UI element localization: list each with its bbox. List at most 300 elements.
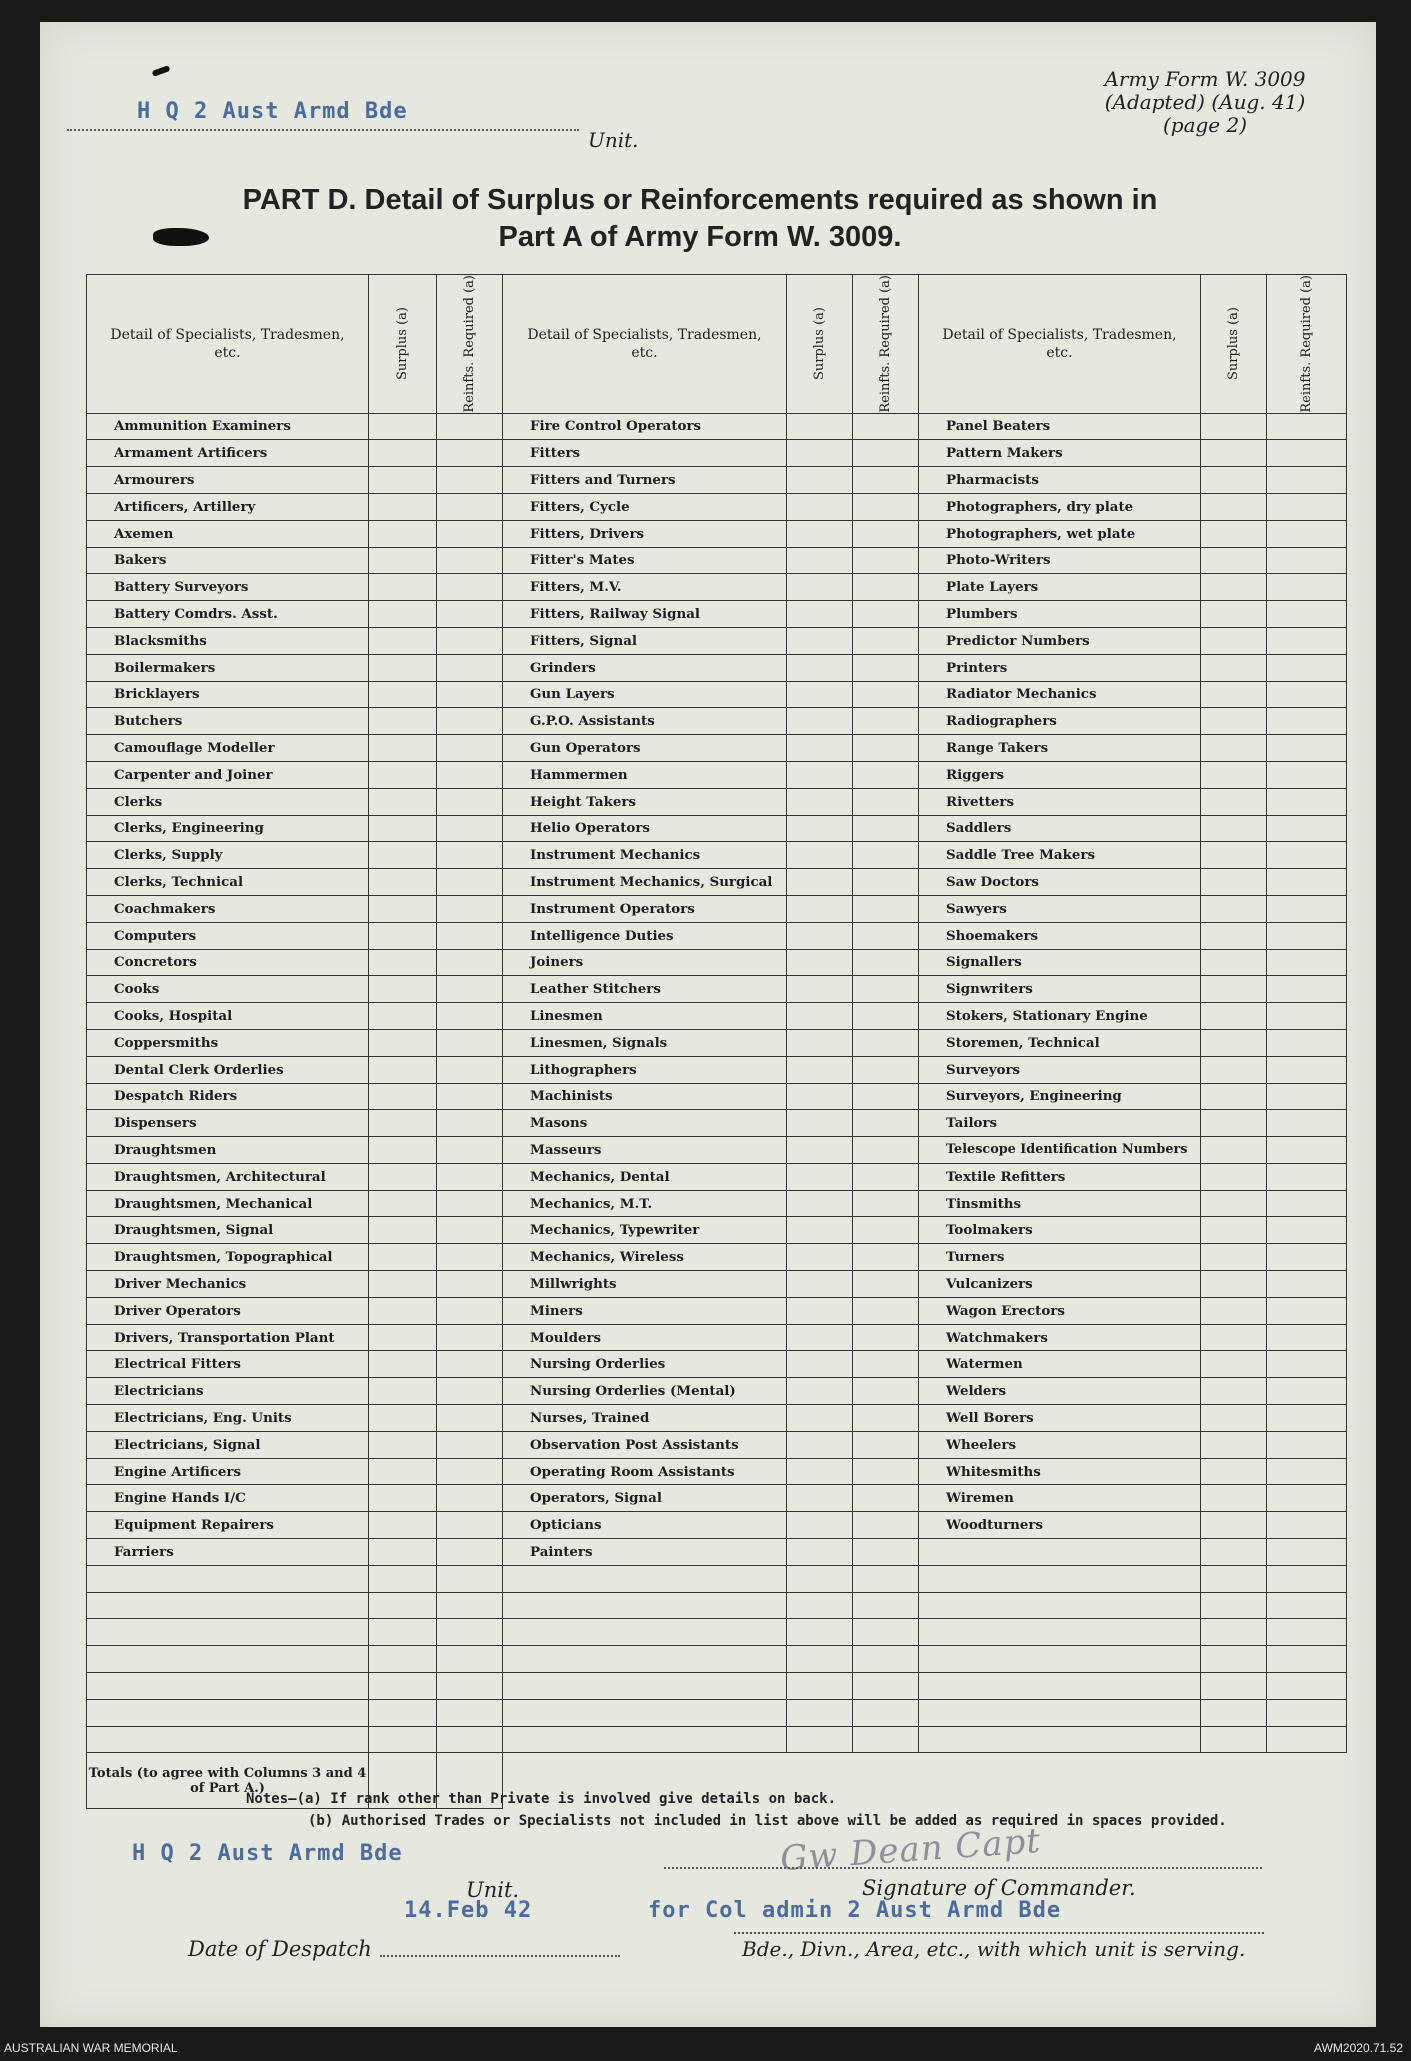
reinfts-cell[interactable] [1267, 1083, 1347, 1110]
surplus-cell[interactable] [1201, 601, 1267, 628]
surplus-cell[interactable] [1201, 654, 1267, 681]
surplus-cell[interactable] [1201, 922, 1267, 949]
reinfts-cell[interactable] [853, 815, 919, 842]
blank-cell[interactable] [87, 1646, 369, 1673]
reinfts-cell[interactable] [437, 842, 503, 869]
surplus-cell[interactable] [369, 1244, 437, 1271]
blank-cell[interactable] [1267, 1619, 1347, 1646]
blank-cell[interactable] [1267, 1699, 1347, 1726]
reinfts-cell[interactable] [437, 976, 503, 1003]
surplus-cell[interactable] [787, 1512, 853, 1539]
reinfts-cell[interactable] [853, 440, 919, 467]
blank-cell[interactable] [369, 1699, 437, 1726]
reinfts-cell[interactable] [853, 1458, 919, 1485]
surplus-cell[interactable] [1201, 1271, 1267, 1298]
surplus-cell[interactable] [1201, 1378, 1267, 1405]
surplus-cell[interactable] [369, 1431, 437, 1458]
surplus-cell[interactable] [1201, 869, 1267, 896]
reinfts-cell[interactable] [853, 1485, 919, 1512]
surplus-cell[interactable] [369, 1405, 437, 1432]
reinfts-cell[interactable] [853, 1163, 919, 1190]
reinfts-cell[interactable] [1267, 708, 1347, 735]
blank-cell[interactable] [787, 1646, 853, 1673]
reinfts-cell[interactable] [1267, 601, 1347, 628]
reinfts-cell[interactable] [853, 922, 919, 949]
surplus-cell[interactable] [787, 654, 853, 681]
surplus-cell[interactable] [787, 708, 853, 735]
reinfts-cell[interactable] [437, 761, 503, 788]
surplus-cell[interactable] [1201, 493, 1267, 520]
surplus-cell[interactable] [1201, 735, 1267, 762]
surplus-cell[interactable] [369, 627, 437, 654]
surplus-cell[interactable] [787, 1056, 853, 1083]
blank-cell[interactable] [87, 1592, 369, 1619]
surplus-cell[interactable] [1201, 815, 1267, 842]
surplus-cell[interactable] [369, 842, 437, 869]
reinfts-cell[interactable] [853, 735, 919, 762]
reinfts-cell[interactable] [1267, 1512, 1347, 1539]
reinfts-cell[interactable] [1267, 895, 1347, 922]
surplus-cell[interactable] [369, 413, 437, 440]
surplus-cell[interactable] [1201, 1163, 1267, 1190]
blank-cell[interactable] [853, 1592, 919, 1619]
blank-cell[interactable] [437, 1646, 503, 1673]
surplus-cell[interactable] [1201, 949, 1267, 976]
surplus-cell[interactable] [1201, 440, 1267, 467]
reinfts-cell[interactable] [853, 1217, 919, 1244]
blank-cell[interactable] [437, 1699, 503, 1726]
blank-cell[interactable] [853, 1565, 919, 1592]
blank-cell[interactable] [503, 1699, 787, 1726]
blank-cell[interactable] [853, 1673, 919, 1700]
surplus-cell[interactable] [1201, 1029, 1267, 1056]
reinfts-cell[interactable] [1267, 574, 1347, 601]
surplus-cell[interactable] [369, 1056, 437, 1083]
blank-cell[interactable] [503, 1619, 787, 1646]
surplus-cell[interactable] [787, 1003, 853, 1030]
surplus-cell[interactable] [787, 467, 853, 494]
surplus-cell[interactable] [369, 922, 437, 949]
surplus-cell[interactable] [369, 493, 437, 520]
blank-cell[interactable] [503, 1673, 787, 1700]
blank-cell[interactable] [1201, 1646, 1267, 1673]
surplus-cell[interactable] [369, 1351, 437, 1378]
reinfts-cell[interactable] [1267, 654, 1347, 681]
reinfts-cell[interactable] [1267, 1297, 1347, 1324]
surplus-cell[interactable] [787, 1378, 853, 1405]
surplus-cell[interactable] [1201, 467, 1267, 494]
surplus-cell[interactable] [787, 520, 853, 547]
reinfts-cell[interactable] [853, 1431, 919, 1458]
surplus-cell[interactable] [369, 708, 437, 735]
blank-cell[interactable] [1267, 1565, 1347, 1592]
blank-cell[interactable] [853, 1726, 919, 1753]
blank-cell[interactable] [369, 1619, 437, 1646]
reinfts-cell[interactable] [437, 1110, 503, 1137]
surplus-cell[interactable] [369, 895, 437, 922]
reinfts-cell[interactable] [853, 413, 919, 440]
reinfts-cell[interactable] [853, 627, 919, 654]
reinfts-cell[interactable] [1267, 627, 1347, 654]
reinfts-cell[interactable] [853, 708, 919, 735]
reinfts-cell[interactable] [437, 1217, 503, 1244]
reinfts-cell[interactable] [437, 1324, 503, 1351]
reinfts-cell[interactable] [437, 1512, 503, 1539]
surplus-cell[interactable] [787, 761, 853, 788]
reinfts-cell[interactable] [1267, 976, 1347, 1003]
surplus-cell[interactable] [369, 1217, 437, 1244]
reinfts-cell[interactable] [853, 949, 919, 976]
reinfts-cell[interactable] [1267, 520, 1347, 547]
reinfts-cell[interactable] [437, 788, 503, 815]
surplus-cell[interactable] [787, 922, 853, 949]
surplus-cell[interactable] [787, 1351, 853, 1378]
reinfts-cell[interactable] [853, 842, 919, 869]
surplus-cell[interactable] [1201, 574, 1267, 601]
surplus-cell[interactable] [1201, 1539, 1267, 1566]
reinfts-cell[interactable] [1267, 788, 1347, 815]
blank-cell[interactable] [87, 1699, 369, 1726]
surplus-cell[interactable] [787, 1217, 853, 1244]
surplus-cell[interactable] [787, 1083, 853, 1110]
blank-cell[interactable] [369, 1726, 437, 1753]
surplus-cell[interactable] [787, 574, 853, 601]
reinfts-cell[interactable] [437, 413, 503, 440]
surplus-cell[interactable] [369, 574, 437, 601]
blank-cell[interactable] [437, 1592, 503, 1619]
blank-cell[interactable] [787, 1726, 853, 1753]
blank-cell[interactable] [919, 1673, 1201, 1700]
surplus-cell[interactable] [787, 976, 853, 1003]
reinfts-cell[interactable] [437, 1539, 503, 1566]
reinfts-cell[interactable] [853, 1003, 919, 1030]
reinfts-cell[interactable] [1267, 1485, 1347, 1512]
reinfts-cell[interactable] [1267, 949, 1347, 976]
blank-cell[interactable] [437, 1726, 503, 1753]
reinfts-cell[interactable] [437, 815, 503, 842]
surplus-cell[interactable] [1201, 1137, 1267, 1164]
reinfts-cell[interactable] [1267, 1029, 1347, 1056]
surplus-cell[interactable] [369, 815, 437, 842]
surplus-cell[interactable] [787, 1137, 853, 1164]
surplus-cell[interactable] [787, 440, 853, 467]
blank-cell[interactable] [1267, 1726, 1347, 1753]
reinfts-cell[interactable] [437, 1297, 503, 1324]
surplus-cell[interactable] [369, 1378, 437, 1405]
reinfts-cell[interactable] [437, 1163, 503, 1190]
reinfts-cell[interactable] [437, 1458, 503, 1485]
reinfts-cell[interactable] [437, 1056, 503, 1083]
reinfts-cell[interactable] [853, 574, 919, 601]
surplus-cell[interactable] [1201, 895, 1267, 922]
blank-cell[interactable] [787, 1673, 853, 1700]
surplus-cell[interactable] [787, 949, 853, 976]
blank-cell[interactable] [437, 1673, 503, 1700]
reinfts-cell[interactable] [1267, 922, 1347, 949]
blank-cell[interactable] [1267, 1646, 1347, 1673]
surplus-cell[interactable] [1201, 1297, 1267, 1324]
reinfts-cell[interactable] [1267, 1217, 1347, 1244]
reinfts-cell[interactable] [437, 1405, 503, 1432]
surplus-cell[interactable] [1201, 413, 1267, 440]
reinfts-cell[interactable] [437, 895, 503, 922]
blank-cell[interactable] [853, 1699, 919, 1726]
blank-cell[interactable] [503, 1726, 787, 1753]
surplus-cell[interactable] [787, 1163, 853, 1190]
surplus-cell[interactable] [1201, 1217, 1267, 1244]
surplus-cell[interactable] [787, 1244, 853, 1271]
blank-cell[interactable] [787, 1699, 853, 1726]
blank-cell[interactable] [369, 1646, 437, 1673]
reinfts-cell[interactable] [853, 1405, 919, 1432]
reinfts-cell[interactable] [1267, 493, 1347, 520]
surplus-cell[interactable] [369, 949, 437, 976]
surplus-cell[interactable] [369, 1083, 437, 1110]
reinfts-cell[interactable] [1267, 815, 1347, 842]
surplus-cell[interactable] [787, 1297, 853, 1324]
blank-cell[interactable] [503, 1565, 787, 1592]
surplus-cell[interactable] [787, 493, 853, 520]
reinfts-cell[interactable] [1267, 1110, 1347, 1137]
reinfts-cell[interactable] [853, 1351, 919, 1378]
blank-cell[interactable] [787, 1592, 853, 1619]
surplus-cell[interactable] [787, 842, 853, 869]
surplus-cell[interactable] [1201, 1110, 1267, 1137]
surplus-cell[interactable] [1201, 1083, 1267, 1110]
surplus-cell[interactable] [369, 976, 437, 1003]
surplus-cell[interactable] [1201, 1351, 1267, 1378]
surplus-cell[interactable] [369, 1003, 437, 1030]
surplus-cell[interactable] [1201, 1324, 1267, 1351]
blank-cell[interactable] [1201, 1592, 1267, 1619]
blank-cell[interactable] [437, 1619, 503, 1646]
reinfts-cell[interactable] [853, 1056, 919, 1083]
reinfts-cell[interactable] [437, 654, 503, 681]
reinfts-cell[interactable] [1267, 413, 1347, 440]
surplus-cell[interactable] [787, 1405, 853, 1432]
surplus-cell[interactable] [1201, 788, 1267, 815]
surplus-cell[interactable] [369, 1190, 437, 1217]
reinfts-cell[interactable] [853, 1539, 919, 1566]
reinfts-cell[interactable] [437, 574, 503, 601]
reinfts-cell[interactable] [853, 1190, 919, 1217]
blank-cell[interactable] [919, 1565, 1201, 1592]
reinfts-cell[interactable] [1267, 547, 1347, 574]
surplus-cell[interactable] [1201, 1003, 1267, 1030]
blank-cell[interactable] [919, 1699, 1201, 1726]
reinfts-cell[interactable] [437, 1351, 503, 1378]
reinfts-cell[interactable] [437, 520, 503, 547]
surplus-cell[interactable] [787, 627, 853, 654]
reinfts-cell[interactable] [853, 1324, 919, 1351]
blank-cell[interactable] [503, 1646, 787, 1673]
surplus-cell[interactable] [787, 1539, 853, 1566]
reinfts-cell[interactable] [853, 1137, 919, 1164]
surplus-cell[interactable] [1201, 1056, 1267, 1083]
reinfts-cell[interactable] [1267, 1431, 1347, 1458]
surplus-cell[interactable] [1201, 1431, 1267, 1458]
reinfts-cell[interactable] [853, 1110, 919, 1137]
reinfts-cell[interactable] [1267, 735, 1347, 762]
reinfts-cell[interactable] [1267, 1163, 1347, 1190]
reinfts-cell[interactable] [1267, 842, 1347, 869]
surplus-cell[interactable] [1201, 1190, 1267, 1217]
blank-cell[interactable] [437, 1565, 503, 1592]
reinfts-cell[interactable] [437, 1244, 503, 1271]
blank-cell[interactable] [369, 1565, 437, 1592]
reinfts-cell[interactable] [853, 1029, 919, 1056]
surplus-cell[interactable] [369, 1485, 437, 1512]
surplus-cell[interactable] [1201, 1512, 1267, 1539]
surplus-cell[interactable] [369, 467, 437, 494]
surplus-cell[interactable] [787, 1190, 853, 1217]
reinfts-cell[interactable] [1267, 681, 1347, 708]
surplus-cell[interactable] [787, 547, 853, 574]
surplus-cell[interactable] [1201, 1244, 1267, 1271]
blank-cell[interactable] [87, 1619, 369, 1646]
reinfts-cell[interactable] [853, 681, 919, 708]
reinfts-cell[interactable] [437, 735, 503, 762]
reinfts-cell[interactable] [1267, 1539, 1347, 1566]
reinfts-cell[interactable] [1267, 1405, 1347, 1432]
surplus-cell[interactable] [369, 1539, 437, 1566]
surplus-cell[interactable] [369, 735, 437, 762]
blank-cell[interactable] [1201, 1726, 1267, 1753]
reinfts-cell[interactable] [437, 1137, 503, 1164]
reinfts-cell[interactable] [1267, 1458, 1347, 1485]
blank-cell[interactable] [87, 1673, 369, 1700]
blank-cell[interactable] [1267, 1592, 1347, 1619]
reinfts-cell[interactable] [437, 1431, 503, 1458]
reinfts-cell[interactable] [853, 1271, 919, 1298]
reinfts-cell[interactable] [1267, 1271, 1347, 1298]
reinfts-cell[interactable] [437, 949, 503, 976]
reinfts-cell[interactable] [853, 788, 919, 815]
reinfts-cell[interactable] [1267, 869, 1347, 896]
reinfts-cell[interactable] [437, 1485, 503, 1512]
reinfts-cell[interactable] [853, 654, 919, 681]
surplus-cell[interactable] [369, 601, 437, 628]
reinfts-cell[interactable] [437, 1029, 503, 1056]
reinfts-cell[interactable] [437, 1083, 503, 1110]
surplus-cell[interactable] [369, 1512, 437, 1539]
reinfts-cell[interactable] [853, 976, 919, 1003]
surplus-cell[interactable] [787, 1485, 853, 1512]
reinfts-cell[interactable] [437, 869, 503, 896]
blank-cell[interactable] [87, 1726, 369, 1753]
reinfts-cell[interactable] [1267, 1324, 1347, 1351]
reinfts-cell[interactable] [437, 627, 503, 654]
reinfts-cell[interactable] [437, 493, 503, 520]
reinfts-cell[interactable] [853, 895, 919, 922]
surplus-cell[interactable] [787, 1431, 853, 1458]
surplus-cell[interactable] [1201, 842, 1267, 869]
reinfts-cell[interactable] [1267, 440, 1347, 467]
reinfts-cell[interactable] [437, 708, 503, 735]
reinfts-cell[interactable] [853, 761, 919, 788]
surplus-cell[interactable] [787, 1110, 853, 1137]
surplus-cell[interactable] [369, 1137, 437, 1164]
surplus-cell[interactable] [1201, 547, 1267, 574]
blank-cell[interactable] [1201, 1619, 1267, 1646]
reinfts-cell[interactable] [853, 1083, 919, 1110]
surplus-cell[interactable] [1201, 520, 1267, 547]
reinfts-cell[interactable] [437, 601, 503, 628]
surplus-cell[interactable] [369, 1297, 437, 1324]
surplus-cell[interactable] [369, 1324, 437, 1351]
surplus-cell[interactable] [369, 654, 437, 681]
blank-cell[interactable] [369, 1673, 437, 1700]
reinfts-cell[interactable] [1267, 1351, 1347, 1378]
reinfts-cell[interactable] [853, 601, 919, 628]
reinfts-cell[interactable] [437, 1190, 503, 1217]
reinfts-cell[interactable] [853, 547, 919, 574]
reinfts-cell[interactable] [1267, 1190, 1347, 1217]
surplus-cell[interactable] [787, 681, 853, 708]
surplus-cell[interactable] [369, 1110, 437, 1137]
surplus-cell[interactable] [787, 413, 853, 440]
surplus-cell[interactable] [369, 681, 437, 708]
blank-cell[interactable] [1201, 1673, 1267, 1700]
surplus-cell[interactable] [787, 1458, 853, 1485]
surplus-cell[interactable] [787, 1029, 853, 1056]
reinfts-cell[interactable] [853, 493, 919, 520]
reinfts-cell[interactable] [437, 547, 503, 574]
surplus-cell[interactable] [787, 601, 853, 628]
surplus-cell[interactable] [369, 1458, 437, 1485]
reinfts-cell[interactable] [437, 1378, 503, 1405]
reinfts-cell[interactable] [437, 440, 503, 467]
reinfts-cell[interactable] [853, 1244, 919, 1271]
blank-cell[interactable] [919, 1726, 1201, 1753]
surplus-cell[interactable] [1201, 1405, 1267, 1432]
blank-cell[interactable] [503, 1592, 787, 1619]
blank-cell[interactable] [1201, 1565, 1267, 1592]
reinfts-cell[interactable] [437, 1271, 503, 1298]
surplus-cell[interactable] [369, 1163, 437, 1190]
reinfts-cell[interactable] [437, 467, 503, 494]
surplus-cell[interactable] [369, 869, 437, 896]
reinfts-cell[interactable] [1267, 761, 1347, 788]
surplus-cell[interactable] [1201, 681, 1267, 708]
reinfts-cell[interactable] [1267, 1003, 1347, 1030]
surplus-cell[interactable] [369, 547, 437, 574]
surplus-cell[interactable] [787, 815, 853, 842]
surplus-cell[interactable] [787, 895, 853, 922]
reinfts-cell[interactable] [1267, 1056, 1347, 1083]
surplus-cell[interactable] [369, 788, 437, 815]
reinfts-cell[interactable] [1267, 1137, 1347, 1164]
surplus-cell[interactable] [787, 869, 853, 896]
surplus-cell[interactable] [787, 1271, 853, 1298]
surplus-cell[interactable] [787, 735, 853, 762]
surplus-cell[interactable] [369, 761, 437, 788]
blank-cell[interactable] [787, 1565, 853, 1592]
reinfts-cell[interactable] [853, 520, 919, 547]
surplus-cell[interactable] [787, 788, 853, 815]
surplus-cell[interactable] [1201, 761, 1267, 788]
surplus-cell[interactable] [1201, 708, 1267, 735]
blank-cell[interactable] [87, 1565, 369, 1592]
reinfts-cell[interactable] [437, 922, 503, 949]
reinfts-cell[interactable] [853, 869, 919, 896]
blank-cell[interactable] [919, 1619, 1201, 1646]
surplus-cell[interactable] [369, 440, 437, 467]
surplus-cell[interactable] [369, 1029, 437, 1056]
reinfts-cell[interactable] [853, 1378, 919, 1405]
surplus-cell[interactable] [1201, 1458, 1267, 1485]
blank-cell[interactable] [919, 1646, 1201, 1673]
